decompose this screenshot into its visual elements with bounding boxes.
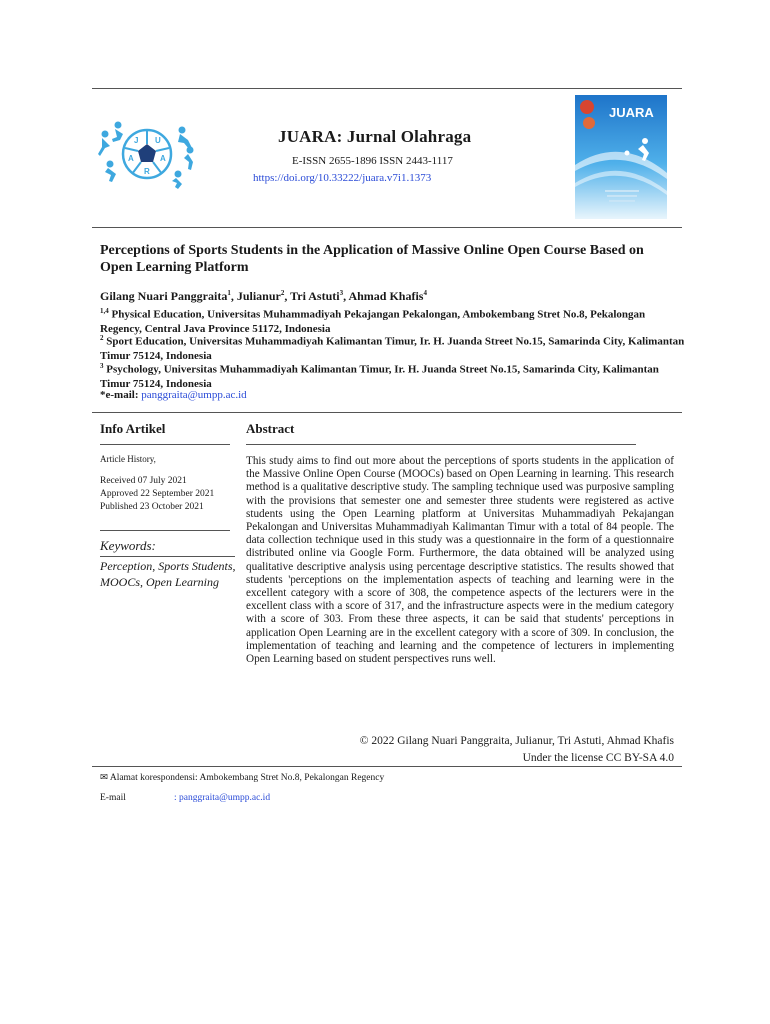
correspondence-address: [100, 772, 384, 783]
journal-name: JUARA: Jurnal Olahraga: [278, 127, 472, 146]
abstract-text: This study aims to find out more about the perceptions of sports students in the application of the Massive Online Open Course (MOOCs) based on Open Learning in learning. This research method is a qualitative descriptive study. The sampling technique used was purposive sampling with the provisions that semester one and semester three students were registered as active students using the Open Learning platform at Universitas Muhammadiyah Pekajangan Pekalongan and Universitas Muhammadiyah Kalimantan Timur with a total of 84 people. The data collection technique used in this study was a questionnaire in the form of a questionnaire distributed online via Google Form. Furthermore, the data obtained will be analyzed using qualitative descriptive analysis using percentage descriptive statistics. The results showed that students 'perceptions on the implementation aspects of teaching and learning were in the excellent category with a score of 308, the competence aspects of the lecturers were in the excellent class with a score of 317, and the infrastructure aspects were in the medium category with a score of 303. From these three aspects, it can be said that students' perceptions in application Open Learning are in the excellent category with a score of 309. In conclusion, the implementation of teaching and learning and the competence of lecturers in implementing Open Learning based on student perspectives runs well.: [246, 455, 674, 666]
cover-title: JUARA: [609, 105, 654, 120]
email-link[interactable]: panggraita@umpp.ac.id: [141, 389, 247, 401]
logo-letter: A: [128, 154, 134, 163]
info-rule: [100, 444, 230, 445]
keywords-rule: [100, 556, 235, 557]
logo-letter: A: [160, 154, 166, 163]
affiliation-sup: 2: [100, 334, 104, 342]
author-name: Julianur: [236, 289, 281, 303]
affiliation-text: Sport Education, Universitas Muhammadiyah Kalimantan Timur, Ir. H. Juanda Street No.15, Samarinda City, Kalimantan Timur 75124, Indonesia: [100, 335, 685, 362]
email-label: *e-mail:: [100, 389, 139, 401]
affiliation: [100, 359, 685, 391]
affiliation-text: Psychology, Universitas Muhammadiyah Kalimantan Timur, Ir. H. Juanda Street No.15, Samarinda City, Kalimantan Timur 75124, Indonesia: [100, 363, 659, 390]
received-date: Received 07 July 2021: [100, 476, 187, 486]
logo-letter: U: [155, 136, 161, 145]
doi-link[interactable]: https://doi.org/10.33222/juara.v7i1.1373: [253, 172, 432, 184]
author-name: Gilang Nuari Panggraita: [100, 289, 228, 303]
author-sup: 2: [280, 289, 285, 297]
logo-letter: J: [134, 136, 139, 145]
footer-email-label: E-mail: [100, 793, 126, 803]
copyright-line: © 2022 Gilang Nuari Panggraita, Julianur, Tri Astuti, Ahmad Khafis: [359, 735, 674, 747]
approved-date: Approved 22 September 2021: [100, 489, 215, 499]
envelope-icon: ✉: [100, 773, 108, 783]
author-name: Tri Astuti: [290, 289, 340, 303]
affiliation-sup: 1,4: [100, 307, 109, 315]
footer-rule: [92, 766, 682, 767]
author-list: Gilang Nuari Panggraita$^1$, Julianur$^2$, Tri Astuti$^3$, Ahmad Khafis$^4$: [100, 289, 427, 303]
article-history-label: Article History,: [100, 454, 156, 464]
logo-letter: R: [144, 167, 150, 176]
license-line: Under the license CC BY-SA 4.0: [522, 752, 674, 764]
published-date: Published 23 October 2021: [100, 502, 204, 512]
correspondence-text: Alamat korespondensi: Ambokembang Stret No.8, Pekalongan Regency: [109, 773, 385, 783]
author-sup: 4: [423, 289, 427, 297]
paper-title: Perceptions of Sports Students in the Application of Massive Online Open Course Based on Open Learning Platform: [100, 243, 644, 275]
abstract-rule: [246, 444, 636, 445]
author-name: Ahmad Khafis: [348, 289, 424, 303]
footer-email-link[interactable]: : panggraita@umpp.ac.id: [174, 793, 271, 803]
copyright-notice: [360, 733, 674, 767]
journal-logo: [96, 112, 200, 190]
affiliation-text: Physical Education, Universitas Muhammadiyah Pekajangan Pekalongan, Ambokembang Stret No.8, Pekalongan Regency, Central Java Province 51172, Indonesia: [100, 308, 646, 335]
abstract-heading: Abstract: [246, 421, 295, 436]
affiliation-sup: 3: [100, 362, 104, 370]
section-rule: [92, 412, 682, 413]
keywords-heading: Keywords:: [100, 538, 156, 553]
journal-cover-thumbnail: [575, 95, 667, 219]
affiliation: [100, 331, 685, 363]
author-sup: 1: [227, 289, 231, 297]
info-heading: Info Artikel: [100, 421, 166, 436]
keywords-text: Perception, Sports Students, MOOCs, Open Learning: [100, 559, 236, 589]
author-sup: 3: [339, 289, 344, 297]
corresponding-email: [100, 389, 247, 401]
header-bottom-rule: [92, 227, 682, 228]
header-top-rule: [92, 88, 682, 89]
journal-issn: E-ISSN 2655-1896 ISSN 2443-1117: [292, 155, 453, 167]
info-rule: [100, 530, 230, 531]
